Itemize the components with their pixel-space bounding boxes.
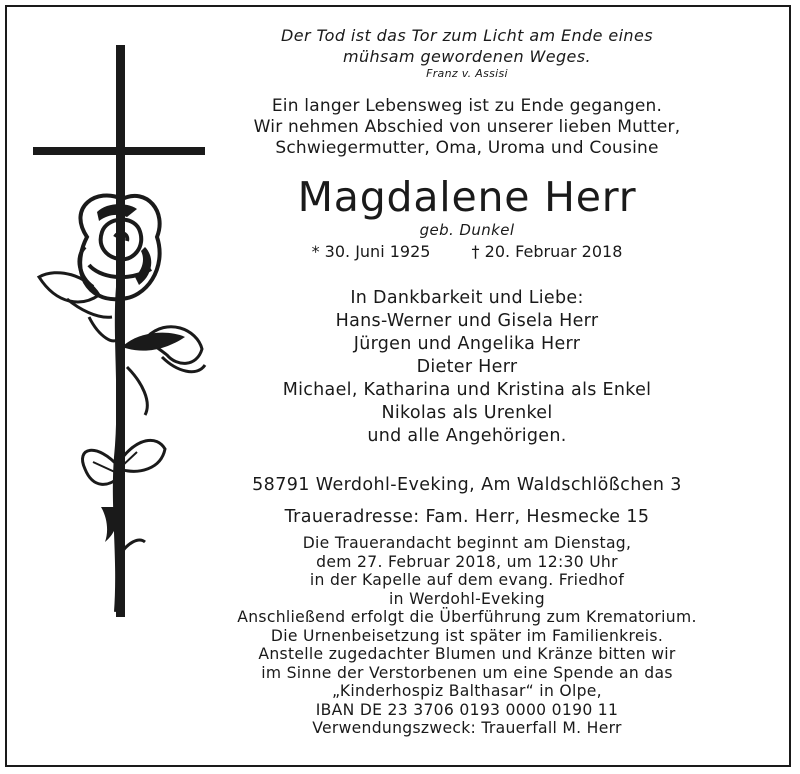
family-address: 58791 Werdohl-Eveking, Am Waldschlößchen 3 — [252, 475, 682, 495]
detail-line: Anstelle zugedachter Blumen und Kränze bitten wir — [258, 645, 676, 663]
life-dates — [217, 241, 717, 263]
quote — [217, 25, 717, 67]
birth-date: * 30. Juni 1925 — [311, 242, 431, 261]
birth-name: geb. Dunkel — [419, 221, 515, 239]
detail-line: Verwendungszweck: Trauerfall M. Herr — [312, 719, 622, 737]
detail-line: in Werdohl-Eveking — [389, 589, 545, 608]
quote-line: Der Tod ist das Tor zum Licht am Ende eines — [281, 26, 653, 45]
death-date: † 20. Februar 2018 — [471, 242, 623, 261]
mourning-address: Traueradresse: Fam. Herr, Hesmecke 15 — [284, 507, 650, 527]
detail-line: „Kinderhospiz Balthasar“ in Olpe, — [332, 682, 602, 700]
mourners-list — [217, 287, 717, 448]
detail-line: dem 27. Februar 2018, um 12:30 Uhr — [316, 552, 618, 571]
detail-line: im Sinne der Verstorbenen um eine Spende an das — [261, 663, 673, 682]
mourner-line: Michael, Katharina und Kristina als Enkel — [282, 380, 652, 400]
deceased-name: Magdalene Herr — [297, 173, 637, 221]
detail-line: Anschließend erfolgt die Überführung zum Krematorium. — [237, 608, 697, 626]
detail-line: Die Trauerandacht beginnt am Dienstag, — [302, 534, 632, 552]
quote-author: Franz v. Assisi — [426, 67, 508, 80]
intro-text — [217, 96, 717, 159]
intro-line: Ein langer Lebensweg ist zu Ende gegangen. — [271, 96, 663, 116]
mourner-line: Jürgen und Angelika Herr — [353, 334, 581, 354]
intro-line: Schwiegermutter, Oma, Uroma und Cousine — [275, 138, 659, 158]
mourner-line: Nikolas als Urenkel — [381, 403, 553, 423]
mourner-line: und alle Angehörigen. — [367, 426, 567, 446]
obituary-text — [217, 7, 717, 738]
quote-line: mühsam gewordenen Weges. — [342, 47, 592, 66]
mourner-line: Dieter Herr — [416, 357, 518, 377]
service-details — [217, 534, 717, 738]
mourner-line: In Dankbarkeit und Liebe: — [350, 288, 584, 308]
detail-line: in der Kapelle auf dem evang. Friedhof — [309, 571, 625, 589]
detail-line: Die Urnenbeisetzung ist später im Familienkreis. — [270, 626, 664, 645]
cross-with-rose-icon — [27, 37, 227, 627]
intro-line: Wir nehmen Abschied von unserer lieben Mutter, — [253, 117, 681, 137]
mourner-line: Hans-Werner und Gisela Herr — [335, 311, 599, 331]
obituary-frame — [5, 5, 791, 767]
detail-line: IBAN DE 23 3706 0193 0000 0190 11 — [315, 700, 619, 719]
